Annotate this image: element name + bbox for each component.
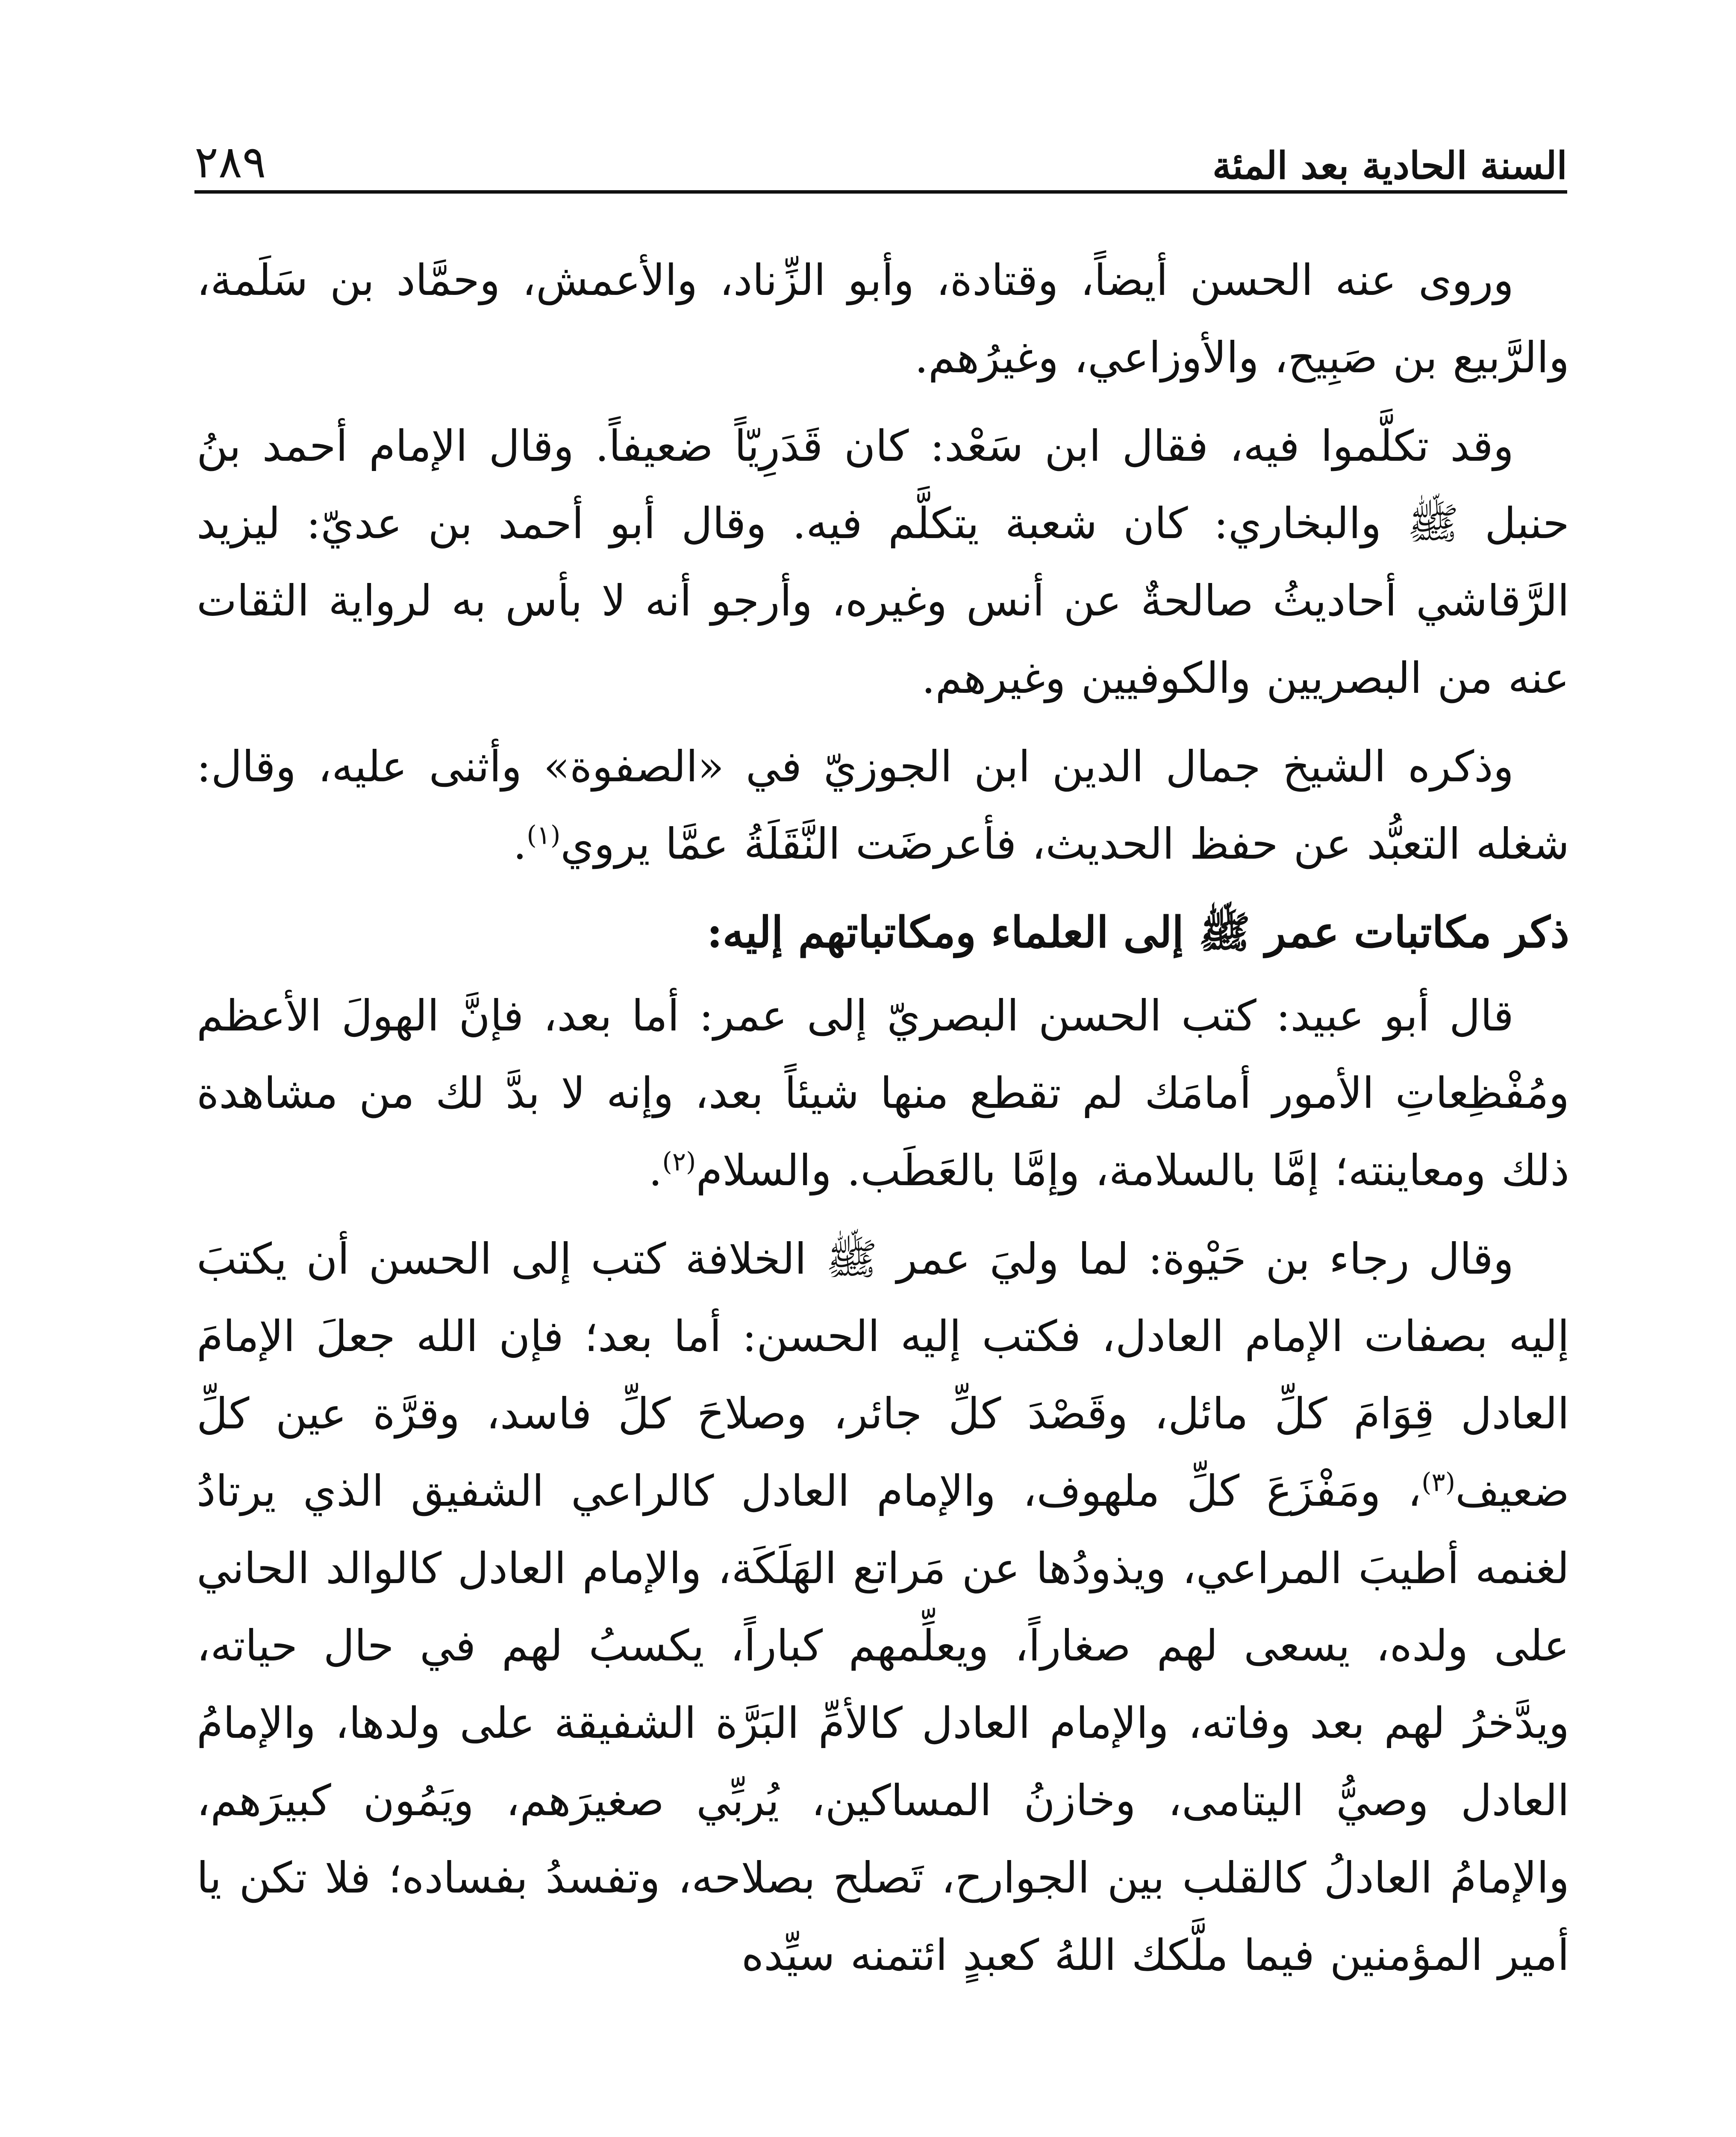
paragraph-ibn-al-jawzi: وذكره الشيخ جمال الدين ابن الجوزيّ في «الصفوة» وأثنى عليه، وقال: شغله التعبُّد عن حفظ الحديث، فأعرضَت النَّقَلَةُ عمَّا يروي$^{(١)}$. [197,742,1569,869]
paragraph-text-continued: ، ومَفْزَعَ كلِّ ملهوف، والإمام العادل كالراعي الشفيق الذي يرتادُ لغنمه أطيبَ المراعي، ويذودُها عن مَراتع الهَلَكَة، والإمام العادل كالوالد الحاني على ولده، يسعى لهم صغاراً، ويعلِّمهم كباراً، يكسبُ لهم في حال حياته، ويدَّخرُ لهم بعد وفاته، والإمام العادل كالأمِّ البَرَّة الشفيقة على ولدها، والإمامُ العادل وصيُّ اليتامى، وخازنُ المساكين، يُربِّي صغيرَهم، ويَمُون كبيرَهم، والإمامُ العادلُ كالقلب بين الجوارح، تَصلح بصلاحه، وتفسدُ بفساده؛ فلا تكن يا أمير المؤمنين فيما ملَّكك اللهُ كعبدٍ ائتمنه سيِّده [197,1466,1569,1980]
paragraph-text: وقال رجاء بن حَيْوة: لما وليَ عمر ﷺ الخلافة كتب إلى الحسن أن يكتبَ إليه بصفات الإمام العادل، فكتب إليه الحسن: أما بعد؛ فإن الله جعلَ الإمامَ العادل قِوَامَ كلِّ مائل، وقَصْدَ كلِّ جائر، وصلاحَ كلِّ فاسد، وقرَّة عين كلِّ ضعيف [197,1234,1569,1516]
paragraph-raja-ibn-haywa [197,1220,1569,1994]
paragraph-abu-ubaid: قال أبو عبيد: كتب الحسن البصريّ إلى عمر: أما بعد، فإنَّ الهولَ الأعظم ومُفْظِعاتِ الأمور أمامَك لم تقطع منها شيئاً بعد، وإنه لا بدَّ لك من مشاهدة ذلك ومعاينته؛ إمَّا بالسلامة، وإمَّا بالعَطَب. والسلام$^{(٢)}$. [197,991,1569,1195]
paragraph-text: وقد تكلَّموا فيه، فقال ابن سَعْد: كان قَدَرِيّاً ضعيفاً. وقال الإمام أحمد بنُ حنبل ﷺ والبخاري: كان شعبة يتكلَّم فيه. وقال أبو أحمد بن عديّ: ليزيد الرَّقاشي أحاديثُ صالحةٌ عن أنس وغيره، وأرجو أنه لا بأس به لرواية الثقات عنه من البصريين والكوفيين وغيرهم. [197,421,1569,703]
paragraph-text: قال أبو عبيد: كتب الحسن البصريّ إلى عمر: أما بعد، فإنَّ الهولَ الأعظم ومُفْظِعاتِ الأمور أمامَك لم تقطع منها شيئاً بعد، وإنه لا بدَّ لك من مشاهدة ذلك ومعاينته؛ إمَّا بالسلامة، وإمَّا بالعَطَب. والسلام [197,991,1569,1195]
paragraph-narrators [197,241,1569,396]
footnote-reference: (٢) [662,1147,696,1177]
footnote-reference: (١) [527,820,561,851]
paragraph-criticism [197,407,1569,717]
running-header [194,126,1567,194]
section-heading: ذكر مكاتبات عمر ﷺ إلى العلماء ومكاتباتهم إليه: [706,907,1569,957]
chapter-title: السنة الحادية بعد المئة [1212,143,1567,188]
footnote-reference: (٣) [1421,1467,1456,1498]
paragraph-text: وروى عنه الحسن أيضاً، وقتادة، وأبو الزِّناد، والأعمش، وحمَّاد بن سَلَمة، والرَّبيع بن صَبِيح، والأوزاعي، وغيرُهم. [197,255,1569,383]
main-text [197,241,1569,2005]
paragraph-text: وذكره الشيخ جمال الدين ابن الجوزيّ في «الصفوة» وأثنى عليه، وقال: شغله التعبُّد عن حفظ الحديث، فأعرضَت النَّقَلَةُ عمَّا يروي [197,742,1569,869]
page-number: ٢٨٩ [194,136,266,188]
